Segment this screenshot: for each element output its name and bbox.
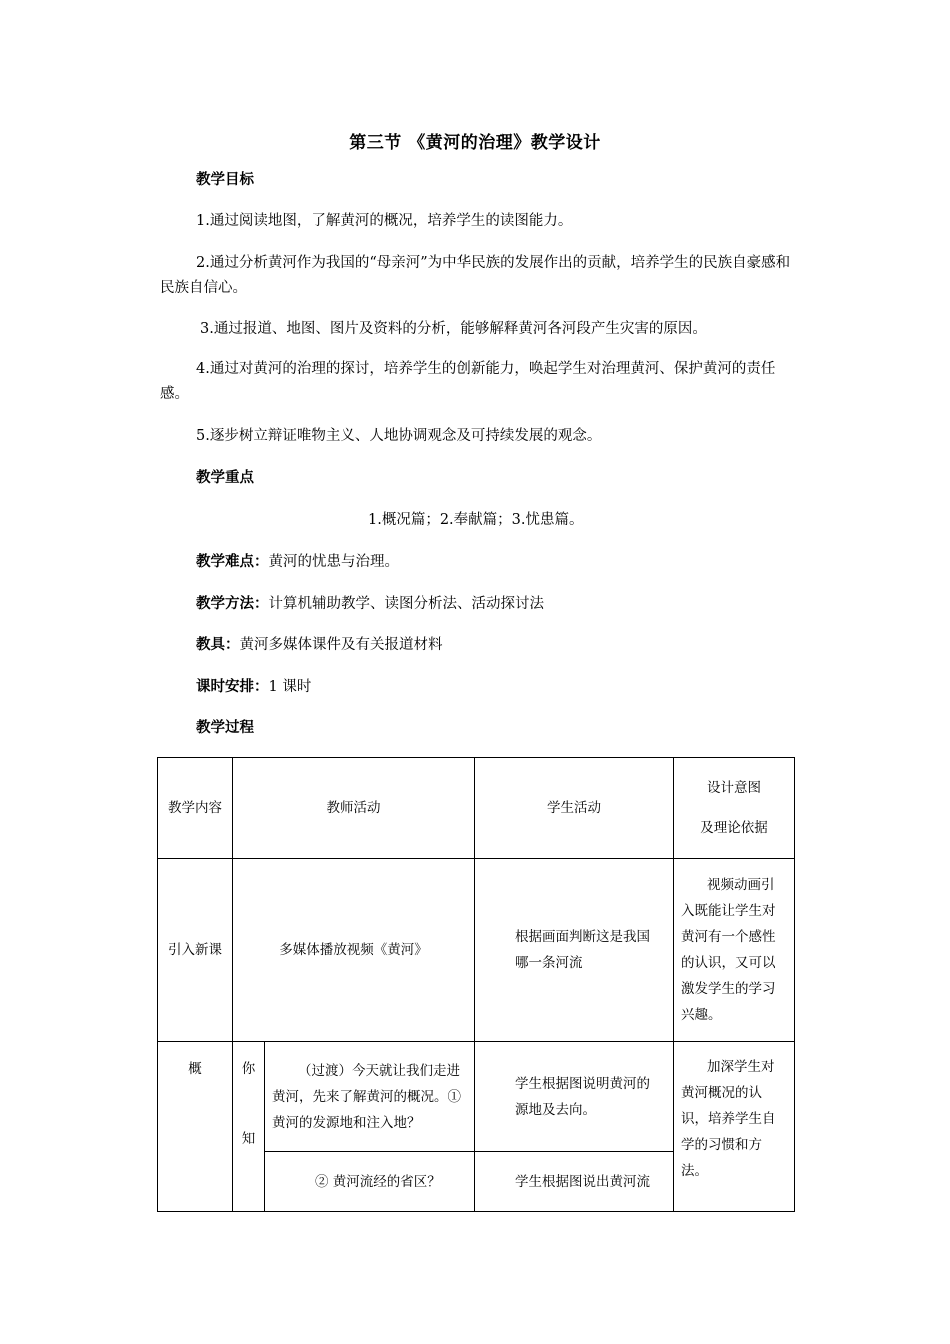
tools-line bbox=[196, 632, 443, 658]
objective-item-2: 2.通过分析黄河作为我国的“母亲河”为中华民族的发展作出的贡献，培养学生的民族自豪感和民族自信心。 bbox=[160, 255, 791, 296]
header-content: 教学内容 bbox=[158, 758, 233, 859]
difficulty-line bbox=[196, 549, 399, 575]
header-teacher: 教师活动 bbox=[233, 758, 475, 859]
row2-student-a: 学生根据图说明黄河的源地及去向。 bbox=[475, 1042, 674, 1152]
difficulty-value: 黄河的忧患与治理。 bbox=[268, 554, 399, 570]
table-row bbox=[158, 859, 795, 1042]
objective-item-5: 5.逐步树立辩证唯物主义、人地协调观念及可持续发展的观念。 bbox=[196, 428, 602, 444]
row2-student-b: 学生根据图说出黄河流 bbox=[475, 1152, 674, 1212]
header-design bbox=[674, 758, 795, 859]
row1-teacher: 多媒体播放视频《黄河》 bbox=[233, 859, 475, 1042]
objective-item-1: 1.通过阅读地图，了解黄河的概况，培养学生的读图能力。 bbox=[196, 213, 573, 229]
row2-teacher-b: ② 黄河流经的省区？ bbox=[265, 1152, 475, 1212]
document-title: 第三节 《黄河的治理》教学设计 bbox=[349, 133, 601, 153]
objective-item-3: 3.通过报道、地图、图片及资料的分析，能够解释黄河各河段产生灾害的原因。 bbox=[200, 321, 707, 337]
method-label: 教学方法： bbox=[196, 595, 269, 612]
tools-value: 黄河多媒体课件及有关报道材料 bbox=[239, 637, 443, 653]
row1-design: 视频动画引入既能让学生对黄河有一个感性的认识，又可以激发学生的学习兴趣。 bbox=[674, 859, 795, 1042]
schedule-value: 1 课时 bbox=[268, 679, 312, 695]
table-row bbox=[158, 1042, 795, 1152]
difficulty-label: 教学难点： bbox=[196, 553, 269, 570]
objective-item-4: 4.通过对黄河的治理的探讨，培养学生的创新能力，唤起学生对治理黄河、保护黄河的责任感。 bbox=[160, 361, 776, 402]
table-header-row bbox=[158, 758, 795, 859]
schedule-label: 课时安排： bbox=[196, 678, 269, 695]
schedule-line bbox=[196, 674, 311, 700]
row1-content: 引入新课 bbox=[158, 859, 233, 1042]
tools-label: 教具： bbox=[196, 636, 240, 653]
row2-content: 概 bbox=[158, 1042, 233, 1212]
objectives-heading: 教学目标 bbox=[196, 171, 254, 188]
header-student: 学生活动 bbox=[475, 758, 674, 859]
process-table bbox=[157, 757, 795, 1212]
header-design-line2: 及理论依据 bbox=[700, 820, 768, 836]
row1-student: 根据画面判断这是我国哪一条河流 bbox=[475, 859, 674, 1042]
header-design-line1: 设计意图 bbox=[707, 780, 761, 796]
key-points-heading: 教学重点 bbox=[196, 469, 254, 486]
row2-subtopic bbox=[233, 1042, 265, 1212]
row2-design: 加深学生对黄河概况的认识，培养学生自学的习惯和方法。 bbox=[674, 1042, 795, 1212]
row2-sub-char-2: 知 bbox=[241, 1131, 256, 1147]
key-points-content: 1.概况篇；2.奉献篇；3.忧患篇。 bbox=[368, 512, 584, 528]
method-value: 计算机辅助教学、读图分析法、活动探讨法 bbox=[268, 596, 544, 612]
process-heading: 教学过程 bbox=[196, 719, 254, 736]
row2-sub-char-1: 你 bbox=[241, 1061, 256, 1077]
method-line bbox=[196, 591, 544, 617]
row2-teacher-a: （过渡）今天就让我们走进黄河，先来了解黄河的概况。①黄河的发源地和注入地？ bbox=[265, 1042, 475, 1152]
